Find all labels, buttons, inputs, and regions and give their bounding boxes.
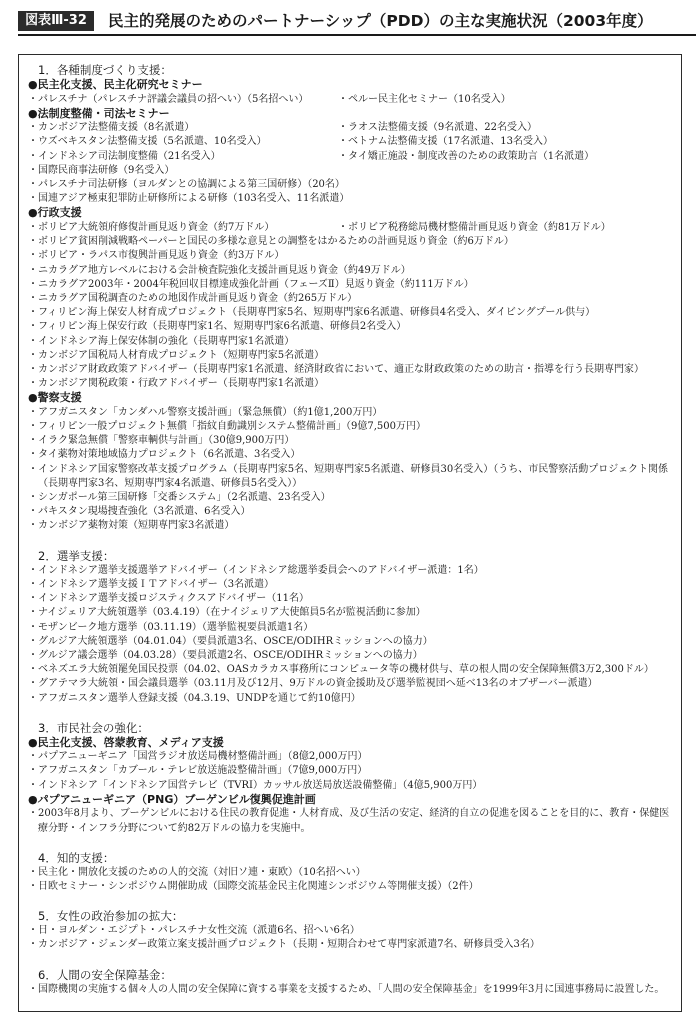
figure-title: 民主的発展のためのパートナーシップ（PDD）の主な実施状況（2003年度） (108, 12, 653, 30)
list-item: ・シンガポール第三国研修「交番システム」（2名派遣、23名受入） (28, 492, 331, 504)
list-item: ・インドネシア国家警察改革支援プログラム（長期専門家5名、短期専門家5名派遣、研修員30名受入）（うち、市民警察活動プロジェクト関係（長期専門家3名、短期専門家4名派遣、研修員5名受入）） (28, 463, 669, 489)
content-body (28, 63, 676, 997)
section-title: 3．市民社会の強化： (38, 720, 149, 735)
header-rule (18, 34, 696, 36)
list-item: ・ベネズエラ大統領罷免国民投票（04.02、OASカラカス事務所にコンピュータ等の機材供与、草の根人間の安全保障無償3万2,300ドル） (28, 664, 654, 676)
list-item: ・民主化・開放化支援のための人的交流（対旧ソ連・東欧）（10名招へい） (28, 866, 366, 878)
section-title: 1．各種制度づくり支援： (38, 63, 172, 77)
list-item: ・国連アジア極東犯罪防止研修所による研修（103名受入、11名派遣） (28, 193, 350, 205)
list-item: ・イラク緊急無償「警察車輌供与計画」（30億9,900万円） (28, 435, 295, 447)
section-gap (28, 894, 676, 909)
list-item: ・アフガニスタン「カブール・テレビ放送施設整備計画」（7億9,000万円） (28, 765, 368, 777)
list-item: ・ボリビア貧困削減戦略ペーパーと国民の多様な意見との調整をはかるための計画見返り資金（約6万ドル） (28, 236, 514, 248)
list-item: ・グルジア議会選挙（04.03.28）（要員派遣2名、OSCE/ODIHRミッションへの協力） (28, 649, 423, 661)
list-item: ・パプアニューギニア「国営ラジオ放送局機材整備計画」（8億2,000万円） (28, 751, 368, 763)
list-item: ・国際民商事法研修（9名受入） (28, 164, 175, 176)
two-column-row (28, 150, 676, 164)
list-item: ・インドネシア海上保安体制の強化（長期専門家1名派遣） (28, 335, 295, 347)
two-column-row (28, 121, 676, 135)
list-item: ・カンボジア国税局人材育成プロジェクト（短期専門家5名派遣） (28, 349, 325, 361)
section-title: 6．人間の安全保障基金： (38, 967, 172, 982)
subsection-title: ●法制度整備・司法セミナー (28, 106, 170, 120)
subsection-title: ●行政支援 (28, 206, 82, 220)
list-item: ・フィリピン一般プロジェクト無償「指紋自動識別システム整備計画」（9億7,500万円） (28, 421, 426, 433)
list-item: ・ニカラグア2003年・2004年税回収目標達成強化計画（フェーズⅡ）見返り資金（約111万ドル） (28, 278, 474, 290)
list-item: ・ニカラグア国税調査のための地図作成計画見返り資金（約265万ドル） (28, 292, 358, 304)
list-item: ・ボリビア・ラパス市復興計画見返り資金（約3万ドル） (28, 250, 285, 262)
list-item: ・パレスチナ（パレスチナ評議会議員の招へい）（5名招へい） (28, 93, 309, 105)
list-item: ・2003年8月より、ブーゲンビルにおける住民の教育促進・人材育成、及び生活の安定、経済的自立の促進を図ることを目的に、教育・保健医療分野・インフラ分野について約82万ドルの協力を実施中。 (28, 808, 670, 834)
figure-label: 図表Ⅲ-32 (18, 11, 94, 31)
section-title: 2．選挙支援： (38, 548, 115, 563)
subsection-title: ●民主化支援、啓蒙教育、メディア支援 (28, 735, 224, 749)
figure-header (6, 8, 694, 34)
list-item: ・ナイジェリア大統領選挙（03.4.19）（在ナイジェリア大使館員5名が監視活動に参加） (28, 607, 426, 619)
list-item: ・ペルー民主化セミナー（10名受入） (338, 93, 511, 105)
section-gap (28, 534, 676, 549)
list-item: ・フィリピン海上保安人材育成プロジェクト（長期専門家5名、短期専門家6名派遣、研修員4名受入、ダイビングプール供与） (28, 307, 596, 319)
list-item: ・アフガニスタン「カンダハル警察支援計画」（緊急無償）（約1億1,200万円） (28, 406, 383, 418)
section-gap (28, 836, 676, 851)
list-item: ・アフガニスタン選挙人登録支援（04.3.19、UNDPを通じて約10億円） (28, 692, 361, 704)
two-column-row (28, 93, 676, 107)
list-item: ・パレスチナ司法研修（ヨルダンとの協調による第三国研修）（20名） (28, 179, 345, 191)
list-item: ・カンボジア関税政策・行政アドバイザー（長期専門家1名派遣） (28, 378, 325, 390)
list-item: ・インドネシア選挙支援ＩＴアドバイザー（3名派遣） (28, 578, 275, 590)
list-item: ・モザンビーク地方選挙（03.11.19）（選挙監視要員派遣1名） (28, 621, 314, 633)
list-item: ・グルジア大統領選挙（04.01.04）（要員派遣3名、OSCE/ODIHRミッションへの協力） (28, 635, 433, 647)
list-item: ・日欧セミナー・シンポジウム開催助成（国際交流基金民主化関連シンポジウム等開催支援）（2件） (28, 880, 479, 892)
list-item: ・インドネシア選挙支援ロジスティクスアドバイザー（11名） (28, 593, 310, 605)
list-item: ・日・ヨルダン・エジプト・パレスチナ女性交流（派遣6名、招へい6名） (28, 925, 360, 937)
two-column-row (28, 135, 676, 149)
list-item: ・パキスタン現場捜査強化（3名派遣、6名受入） (28, 506, 251, 518)
section-gap (28, 953, 676, 968)
list-item: ・ニカラグア地方レベルにおける会計検査院強化支援計画見返り資金（約49万ドル） (28, 264, 411, 276)
list-item: ・カンボジア財政政策アドバイザー（長期専門家1名派遣、経済財政省において、適正な財政政策のための助言・指導を行う長期専門家） (28, 363, 644, 375)
list-item: ・ウズベキスタン法整備支援（5名派遣、10名受入） (28, 136, 267, 148)
subsection-title: ●パプアニューギニア（PNG）ブーゲンビル復興促進計画 (28, 792, 316, 806)
list-item: ・インドネシア選挙支援選挙アドバイザー（インドネシア総選挙委員会へのアドバイザー派遣：1名） (28, 564, 484, 576)
two-column-row (28, 221, 676, 235)
list-item: ・ボリビア大統領府修復計画見返り資金（約7万ドル） (28, 221, 275, 233)
section-title: 4．知的支援： (38, 850, 115, 865)
list-item: ・タイ薬物対策地域協力プロジェクト（6名派遣、3名受入） (28, 449, 301, 461)
list-item: ・カンボジア薬物対策（短期専門家3名派遣） (28, 520, 235, 532)
list-item: ・カンボジア法整備支援（8名派遣） (28, 122, 195, 134)
subsection-title: ●警察支援 (28, 391, 82, 405)
list-item: ・グアテマラ大統領・国会議員選挙（03.11月及び12月、9万ドルの資金援助及び選挙監視団へ延べ13名のオブザーバー派遣） (28, 678, 598, 690)
list-item: ・カンボジア・ジェンダー政策立案支援計画プロジェクト（長期・短期合わせて専門家派遣7名、研修員受入3名） (28, 939, 540, 951)
list-item: ・インドネシア司法制度整備（21名受入） (28, 150, 221, 162)
section-title: 5．女性の政治参加の拡大： (38, 909, 184, 924)
list-item: ・ベトナム法整備支援（17名派遣、13名受入） (338, 136, 553, 148)
list-item: ・国際機関の実施する個々人の人間の安全保障に資する事業を支援するため、「人間の安全保障基金」を1999年3月に国連事務局に設置した。 (28, 983, 665, 995)
list-item: ・タイ矯正施設・制度改善のための政策助言（1名派遣） (338, 150, 595, 162)
list-item: ・インドネシア「インドネシア国営テレビ（TVRI）カッサル放送局放送設備整備」（4億5,900万円） (28, 779, 483, 791)
section-gap (28, 706, 676, 721)
list-item: ・ボリビア税務総局機材整備計画見返り資金（約81万ドル） (338, 221, 611, 233)
list-item: ・ラオス法整備支援（9名派遣、22名受入） (338, 122, 537, 134)
list-item: ・フィリピン海上保安行政（長期専門家1名、短期専門家6名派遣、研修員2名受入） (28, 321, 407, 333)
subsection-title: ●民主化支援、民主化研究セミナー (28, 78, 203, 91)
